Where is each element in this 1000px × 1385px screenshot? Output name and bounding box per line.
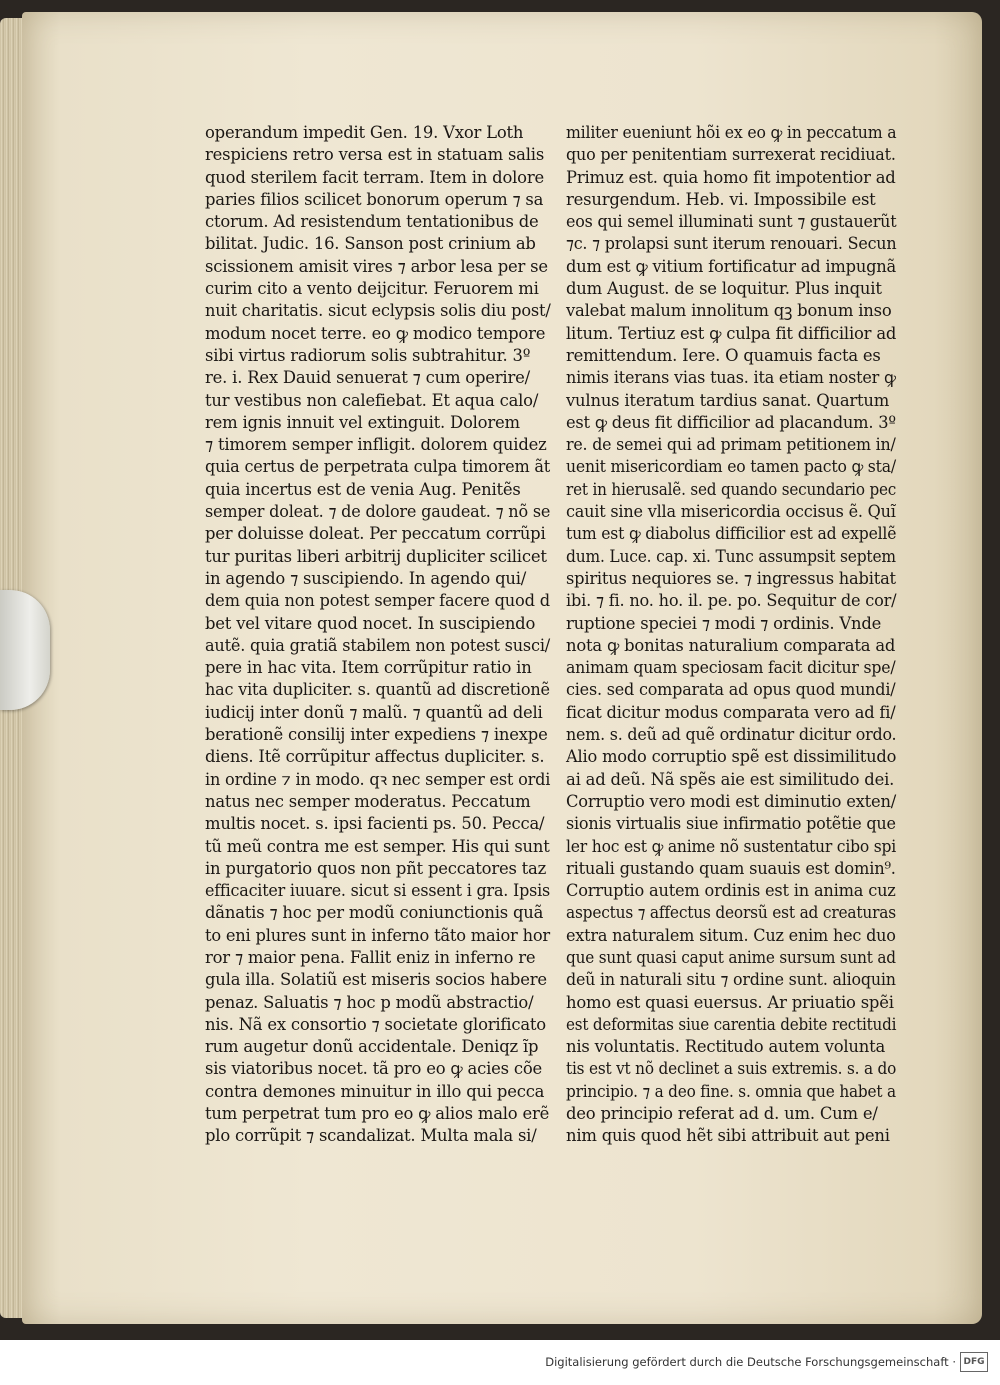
text-line: in agendo ⁊ suscipiendo. In agendo qui/	[205, 568, 527, 588]
text-line: diens. Itẽ corrũpitur affectus dupliciter. s.	[205, 747, 545, 767]
text-line: nota ꝙ bonitas naturalium comparata ad	[566, 635, 896, 655]
text-line: dum. Luce. cap. xi. Tunc assumpsit septem	[566, 546, 896, 566]
text-line: quo per penitentiam surrexerat recidiuat.	[566, 145, 896, 165]
text-line: multis nocet. s. ipsi facienti ps. 50. Pecca/	[205, 814, 545, 834]
text-line: dãnatis ⁊ hoc per modũ coniunctionis quã	[205, 903, 544, 923]
text-line: rum augetur donũ accidentale. Deniqz ĩp	[205, 1037, 539, 1057]
text-line: dum August. de se loquitur. Plus inquit	[566, 279, 882, 299]
text-line: gula illa. Solatiũ est miseris socios habere	[205, 970, 547, 990]
funding-credit: Digitalisierung gefördert durch die Deutsche Forschungsgemeinschaft ·	[545, 1355, 956, 1369]
page-clip	[0, 590, 50, 710]
text-line: contra demones minuitur in illo qui pecca	[205, 1081, 545, 1101]
text-line: in purgatorio quos non pñt peccatores taz	[205, 858, 547, 878]
text-line: bet vel vitare quod nocet. In suscipiendo	[205, 613, 536, 633]
text-line: scissionem amisit vires ⁊ arbor lesa per se	[205, 256, 548, 276]
text-line: Corruptio autem ordinis est in anima cuz	[566, 881, 896, 901]
text-line: ruptione speciei ⁊ modi ⁊ ordinis. Vnde	[566, 613, 882, 633]
text-line: remittendum. Iere. O quamuis facta es	[566, 345, 881, 365]
text-line: curim cito a vento deijcitur. Feruorem mi	[205, 279, 539, 299]
text-line: per doluisse doleat. Per peccatum corrũpi	[205, 524, 546, 544]
text-line: uenit misericordiam eo tamen pacto ꝙ sta/	[566, 457, 896, 477]
text-line: vulnus iteratum tardius sanat. Quartum	[566, 390, 890, 410]
text-line: est ꝙ deus fit difficilior ad placandum. 3º	[566, 412, 896, 432]
text-line: pere in hac vita. Item corrũpitur ratio in	[205, 658, 532, 678]
text-line: litum. Tertiuz est ꝙ culpa fit difficilior ad	[566, 323, 897, 343]
text-line: militer eueniunt hõi ex eo ꝙ in peccatum a	[566, 123, 897, 142]
text-line: dem quia non potest semper facere quod d	[205, 591, 550, 611]
text-line: berationẽ consilij inter expediens ⁊ inexpe	[205, 725, 548, 745]
text-line: ⁊ timorem semper infligit. dolorem quidez	[205, 435, 547, 455]
text-line: est deformitas siue carentia debite rectitudi	[566, 1014, 897, 1034]
text-line: ⁊c. ⁊ prolapsi sunt iterum renouari. Secun	[566, 234, 897, 254]
text-line: hac vita dupliciter. s. quantũ ad discretionẽ	[205, 680, 550, 700]
text-line: respiciens retro versa est in statuam salis	[205, 145, 545, 165]
text-line: efficaciter iuuare. sicut si essent i gra. Ipsis	[205, 881, 550, 901]
text-line: principio. ⁊ a deo fine. s. omnia que habet a	[566, 1081, 896, 1101]
text-line: ai ad deũ. Nã spẽs aie est similitudo dei.	[566, 769, 895, 789]
text-line: quod sterilem facit terram. Item in dolore	[205, 167, 544, 187]
text-line: ficat dicitur modus comparata vero ad fi/	[566, 702, 896, 722]
text-line: semper doleat. ⁊ de dolore gaudeat. ⁊ nõ se	[205, 502, 551, 522]
text-line: cauit sine vlla misericordia occisus ẽ. Quĩ	[566, 502, 896, 522]
text-line: deũ in naturali situ ⁊ ordine sunt. alioquin	[566, 970, 896, 990]
text-line: Corruptio vero modi est diminutio exten/	[566, 791, 897, 811]
text-line: tum perpetrat tum pro eo ꝙ alios malo erẽ	[205, 1104, 550, 1124]
text-line: modum nocet terre. eo ꝙ modico tempore	[205, 323, 546, 343]
text-line: nem. s. deũ ad quẽ ordinatur dicitur ordo.	[566, 725, 897, 745]
text-line: paries filios scilicet bonorum operum ⁊ sa	[205, 189, 544, 209]
text-line: ror ⁊ maior pena. Fallit eniz in inferno re	[205, 947, 536, 967]
text-line: rituali gustando quam suauis est domin⁹.	[566, 858, 896, 878]
text-line: iudicij inter donũ ⁊ malũ. ⁊ quantũ ad deli	[205, 702, 543, 722]
text-line: nis. Nã ex consortio ⁊ societate glorificato	[205, 1014, 546, 1034]
text-line: ler hoc est ꝙ anime nõ sustentatur cibo spi	[566, 836, 897, 856]
text-line: re. de semei qui ad primam petitionem in/	[566, 435, 896, 455]
text-line: ibi. ⁊ fi. no. ho. il. pe. po. Sequitur de cor/	[566, 591, 897, 611]
text-line: ret in hierusalẽ. sed quando secundario pec	[566, 479, 897, 499]
text-line: sis viatoribus nocet. tã pro eo ꝙ acies cõe	[205, 1059, 542, 1079]
text-line: homo est quasi euersus. Ar priuatio spẽi	[566, 992, 894, 1012]
text-line: nimis iterans vias tuas. ita etiam noster ꝙ	[566, 368, 896, 388]
text-line: bilitat. Judic. 16. Sanson post crinium ab	[205, 234, 536, 254]
footer-bar	[0, 1340, 1000, 1385]
text-line: extra naturalem situm. Cuz enim hec duo	[566, 925, 896, 945]
text-column-left	[205, 122, 550, 1148]
text-line: plo corrũpit ⁊ scandalizat. Multa mala si/	[205, 1126, 537, 1146]
text-line: penaz. Saluatis ⁊ hoc p modũ abstractio/	[205, 992, 534, 1012]
text-line: nuit charitatis. sicut eclypsis solis diu post/	[205, 301, 551, 321]
text-line: nis voluntatis. Rectitudo autem volunta	[566, 1037, 886, 1057]
text-line: quia certus de perpetrata culpa timorem ãt	[205, 457, 551, 477]
text-column-right	[566, 122, 896, 1148]
text-line: deo principio referat ad d. um. Cum e/	[566, 1104, 878, 1124]
text-line: rem ignis innuit vel extinguit. Dolorem	[205, 412, 520, 432]
text-line: Alio modo corruptio spẽ est dissimilitudo	[566, 747, 897, 767]
text-line: quia incertus est de venia Aug. Penitẽs	[205, 479, 521, 499]
text-line: tis est vt nõ declinet a suis extremis. s. a do	[566, 1059, 897, 1079]
text-line: animam quam speciosam facit dicitur spe/	[566, 658, 896, 678]
text-line: que sunt quasi caput anime sursum sunt ad	[566, 947, 896, 967]
text-line: operandum impedit Gen. 19. Vxor Loth	[205, 123, 524, 142]
text-line: tũ meũ contra me est semper. His qui sunt	[205, 836, 550, 856]
text-line: tum est ꝙ diabolus difficilior est ad expellẽ	[566, 524, 897, 544]
text-line: dum est ꝙ vitium fortificatur ad impugnã	[566, 256, 897, 276]
text-line: spiritus nequiores se. ⁊ ingressus habitat	[566, 568, 896, 588]
text-line: ctorum. Ad resistendum tentationibus de	[205, 212, 539, 232]
text-line: aspectus ⁊ affectus deorsũ est ad creaturas	[566, 903, 896, 923]
text-line: sionis virtualis siue infirmatio potẽtie que	[566, 814, 896, 834]
text-line: Primuz est. quia homo fit impotentior ad	[566, 167, 896, 187]
text-line: cies. sed comparata ad opus quod mundi/	[566, 680, 896, 700]
text-line: natus nec semper moderatus. Peccatum	[205, 791, 531, 811]
text-line: sibi virtus radiorum solis subtrahitur. 3º	[205, 345, 531, 365]
text-line: to eni plures sunt in inferno tãto maior hor	[205, 925, 551, 945]
text-line: re. i. Rex Dauid senuerat ⁊ cum operire/	[205, 368, 530, 388]
text-line: in ordine ⁊ in modo. qꝛ nec semper est ordi	[205, 769, 551, 789]
text-line: resurgendum. Heb. vi. Impossibile est	[566, 189, 876, 209]
text-line: tur vestibus non calefiebat. Et aqua calo/	[205, 390, 539, 410]
text-line: valebat malum innolitum qꝫ bonum inso	[566, 301, 892, 321]
text-line: eos qui semel illuminati sunt ⁊ gustauerũt	[566, 212, 897, 232]
dfg-logo: DFG	[960, 1352, 988, 1372]
text-line: autẽ. quia gratiã stabilem non potest susci/	[205, 635, 551, 655]
text-line: nim quis quod hẽt sibi attribuit aut peni	[566, 1126, 890, 1146]
text-line: tur puritas liberi arbitrij dupliciter scilicet	[205, 546, 547, 566]
